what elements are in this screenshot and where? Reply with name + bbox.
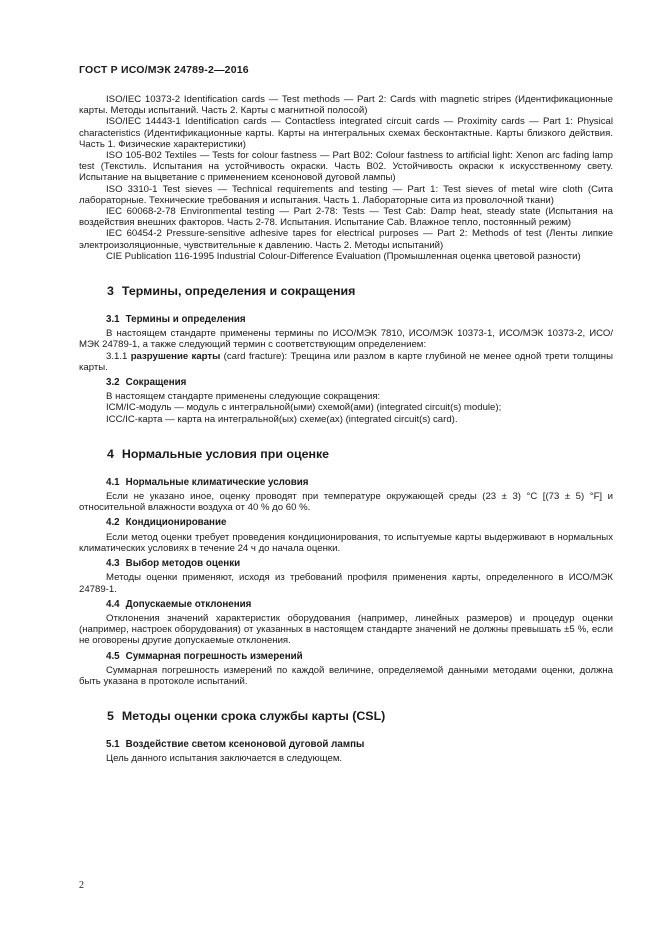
subsection-number: 4.2 — [106, 517, 120, 529]
term-number: 3.1.1 — [106, 350, 128, 362]
term-text: (card fracture): Трещина или разлом в карте глубиной не менее одной трети толщины карты. — [79, 350, 613, 373]
section-3-heading — [79, 284, 613, 298]
paragraph: Если не указано иное, оценку проводят при температуре окружающей среды (23 ± 3) °C [(73 ± 5) °F] и относительной влажности воздуха от 40 % до 60 %. — [79, 491, 613, 514]
paragraph: Методы оценки применяют, исходя из требований профиля применения карты, определенного в ИСО/МЭК 24789-1. — [79, 572, 613, 595]
paragraph: В настоящем стандарте применены следующие сокращения: — [106, 391, 381, 403]
paragraph: Цель данного испытания заключается в следующем. — [106, 753, 343, 765]
section-title: Нормальные условия при оценке — [121, 446, 330, 461]
reference-item: IEC 60454-2 Pressure-sensitive adhesive tapes for electrical purposes — Part 2: Methods of test (Ленты липкие электроизоляционные, чувствительные к давлению. Часть 2. Методы испытаний) — [79, 228, 613, 251]
subsection-title: Термины и определения — [125, 314, 246, 326]
section-4-heading — [79, 447, 613, 461]
subsection-title: Допускаемые отклонения — [125, 598, 252, 610]
subsection-5-1-heading — [79, 739, 613, 750]
abbreviation-item: ICC/IC-карта — карта на интегральной(ых) схеме(ах) (integrated circuit(s) card). — [106, 413, 458, 425]
subsection-title: Сокращения — [125, 377, 187, 389]
section-number: 5 — [107, 709, 114, 724]
reference-item: CIE Publication 116-1995 Industrial Colour-Difference Evaluation (Промышленная оценка цветовой разности) — [106, 250, 581, 262]
section-number: 4 — [107, 446, 114, 461]
section-title: Термины, определения и сокращения — [121, 284, 356, 299]
term-definition — [79, 351, 613, 373]
subsection-4-4-heading — [79, 599, 613, 610]
subsection-title: Воздействие светом ксеноновой дуговой лампы — [125, 739, 365, 751]
subsection-title: Выбор методов оценки — [125, 558, 241, 570]
subsection-number: 3.2 — [106, 377, 120, 389]
paragraph: В настоящем стандарте применены термины по ИСО/МЭК 7810, ИСО/МЭК 10373-1, ИСО/МЭК 10373-2, ИСО/МЭК 24789-1, а также следующий термин с соответствующим определением: — [79, 328, 613, 351]
subsection-number: 5.1 — [106, 739, 120, 751]
paragraph: Если метод оценки требует проведения кондиционирования, то испытуемые карты выдерживают в нормальных климатических условиях в течение 24 ч до начала оценки. — [79, 531, 613, 554]
reference-item: IEC 60068-2-78 Environmental testing — Part 2-78: Tests — Test Cab: Damp heat, steady state (Испытания на воздействия внешних факторов. Часть 2-78. Испытания. Испытание Cab. Влажное тепло, постоянный режим) — [79, 206, 613, 229]
term-name: разрушение карты — [130, 350, 221, 362]
subsection-number: 4.1 — [106, 476, 120, 488]
section-number: 3 — [107, 284, 114, 299]
subsection-4-3-heading — [79, 558, 613, 569]
reference-item: ISO 105-B02 Textiles — Tests for colour fastness — Part B02: Colour fastness to artificial light: Xenon arc fading lamp test (Текстиль. Испытания на устойчивость окраски. Часть B02. Устойчивость окраски к искусственному свету. Испытание на выцветание с применением ксеноновой дуговой лампы) — [79, 150, 613, 184]
subsection-3-1-heading — [79, 314, 613, 325]
subsection-number: 4.4 — [106, 598, 120, 610]
section-5-heading — [79, 709, 613, 723]
subsection-number: 4.5 — [106, 650, 120, 662]
page-number: 2 — [79, 880, 84, 891]
document-body — [79, 94, 613, 765]
reference-item: ISO 3310-1 Test sieves — Technical requirements and testing — Part 1: Test sieves of metal wire cloth (Сита лабораторные. Технические требования и испытания. Часть 1. Лабораторные сита из проволочной ткани) — [79, 183, 613, 206]
paragraph: Суммарная погрешность измерений по каждой величине, определяемой данными методами оценки, должна быть указана в протоколе испытаний. — [79, 664, 613, 687]
subsection-number: 4.3 — [106, 558, 120, 570]
subsection-4-2-heading — [79, 517, 613, 528]
subsection-title: Нормальные климатические условия — [125, 476, 309, 488]
reference-item: ISO/IEC 14443-1 Identification cards — Contactless integrated circuit cards — Proximity cards — Part 1: Physical characteristics (Идентификационные карты. Карты на интегральных схемах бесконтактные. Карты близкого действия. Часть 1. Физические характеристики) — [79, 116, 613, 150]
paragraph: Отклонения значений характеристик оборудования (например, линейных размеров) и процедур оценки (например, настроек оборудования) от указанных в настоящем стандарте значений не должны превышать ±5 %, если не оговорены другие допускаемые отклонения. — [79, 612, 613, 647]
reference-item: ISO/IEC 10373-2 Identification cards — Test methods — Part 2: Cards with magnetic stripes (Идентификационные карты. Методы испытаний. Часть 2. Карты с магнитной полосой) — [79, 94, 613, 117]
section-title: Методы оценки срока службы карты (CSL) — [121, 709, 386, 724]
abbreviation-item: ICM/IC-модуль — модуль с интегральной(ыми) схемой(ами) (integrated circuit(s) module); — [106, 402, 502, 414]
standard-header: ГОСТ Р ИСО/МЭК 24789-2—2016 — [79, 64, 249, 76]
subsection-number: 3.1 — [106, 314, 120, 326]
subsection-title: Кондиционирование — [125, 517, 227, 529]
subsection-4-5-heading — [79, 651, 613, 662]
subsection-4-1-heading — [79, 477, 613, 488]
subsection-3-2-heading — [79, 377, 613, 388]
subsection-title: Суммарная погрешность измерений — [125, 650, 303, 662]
